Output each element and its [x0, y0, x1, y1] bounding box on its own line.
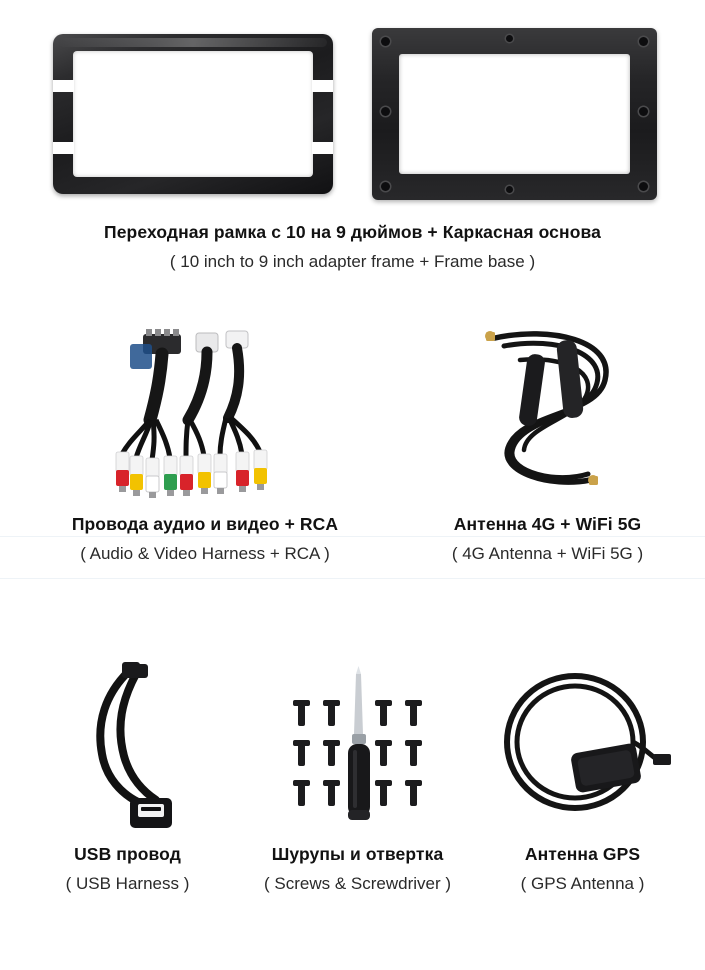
gps-antenna-column: [465, 650, 700, 895]
harness-caption: [10, 514, 400, 565]
screw-hole: [506, 35, 513, 42]
screw-hole: [381, 107, 390, 116]
screwdriver-illustration: [240, 650, 475, 840]
audio-video-harness-image: [10, 320, 400, 510]
screws-screwdriver-column: [240, 650, 475, 895]
frame-notch: [53, 80, 74, 92]
antenna-4g-image: [400, 320, 695, 510]
harness-column: [10, 320, 400, 565]
frame-notch: [312, 80, 333, 92]
usb-harness-column: [10, 650, 245, 895]
screw-hole: [381, 182, 390, 191]
screws-screwdriver-caption: [240, 844, 475, 895]
screw-hole: [639, 182, 648, 191]
usb-harness-image: [10, 650, 245, 840]
screw-hole: [381, 37, 390, 46]
gps-illustration: [465, 650, 700, 840]
frame-notch: [312, 142, 333, 154]
frame-base-image: [372, 28, 657, 200]
usb-harness-caption-ru: USB провод: [74, 844, 181, 864]
antenna-illustration: [400, 320, 695, 510]
adapter-frame-image: [53, 34, 333, 194]
screws-screwdriver-image: [240, 650, 475, 840]
section-accessories: [0, 650, 705, 950]
frames-caption: [0, 222, 705, 273]
screw-hole: [506, 186, 513, 193]
section-harness-antenna: [0, 320, 705, 610]
antenna-4g-caption: [400, 514, 695, 565]
usb-harness-caption: [10, 844, 245, 895]
gps-antenna-caption-ru: Антенна GPS: [524, 844, 641, 864]
usb-illustration: [10, 650, 245, 840]
gps-antenna-image: [465, 650, 700, 840]
frames-caption-ru: Переходная рамка с 10 на 9 дюймов + Каркасная основа: [104, 222, 601, 242]
frame-gloss: [59, 38, 327, 47]
antenna-4g-caption-en: ( 4G Antenna + WiFi 5G ): [451, 543, 644, 563]
screw-hole: [639, 107, 648, 116]
gps-antenna-caption-en: ( GPS Antenna ): [520, 873, 645, 893]
screws-screwdriver-caption-en: ( Screws & Screwdriver ): [263, 873, 452, 893]
harness-caption-en: ( Audio & Video Harness + RCA ): [80, 543, 330, 563]
section-frames: [0, 0, 705, 300]
screw-hole: [639, 37, 648, 46]
frames-images: [0, 28, 705, 200]
harness-illustration: [10, 320, 400, 510]
antenna-4g-column: [400, 320, 695, 565]
frame-notch: [53, 142, 74, 154]
gps-antenna-caption: [465, 844, 700, 895]
usb-harness-caption-en: ( USB Harness ): [65, 873, 190, 893]
screws-screwdriver-caption-ru: Шурупы и отвертка: [271, 844, 444, 864]
frames-caption-en: ( 10 inch to 9 inch adapter frame + Frame base ): [169, 251, 536, 271]
antenna-4g-caption-ru: Антенна 4G + WiFi 5G: [453, 514, 642, 534]
harness-caption-ru: Провода аудио и видео + RCA: [71, 514, 339, 534]
